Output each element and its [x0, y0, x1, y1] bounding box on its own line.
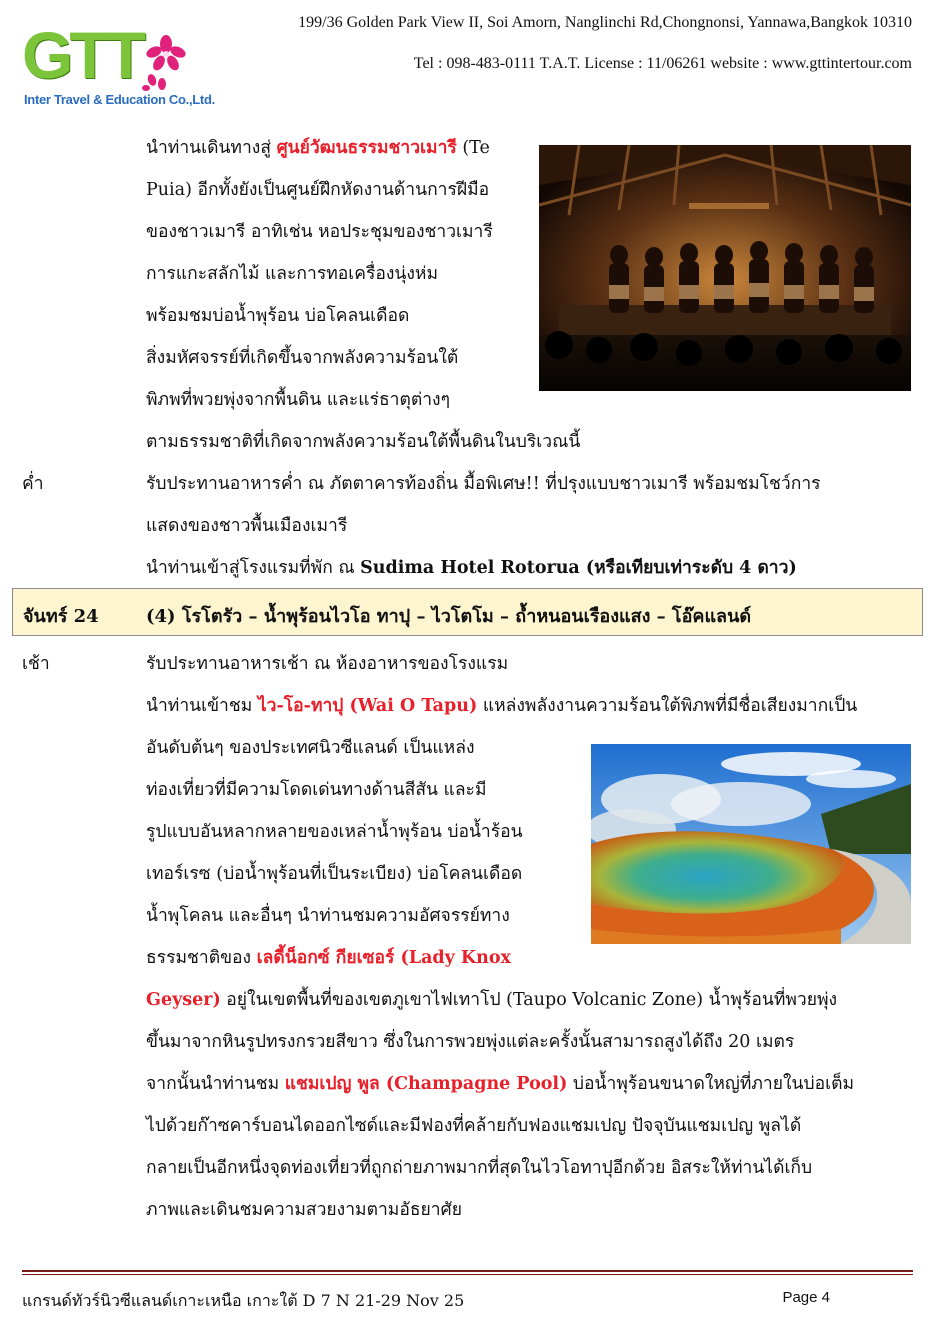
morning-line-14: ภาพและเดินชมความสวยงามตามอัธยาศัย — [146, 1200, 462, 1220]
morning-line-12: ไปด้วยก๊าซคาร์บอนไดออกไซด์และมีฟองที่คล้ายกับฟองแชมเปญ ปัจจุบันแชมเปญ พูลได้ — [146, 1116, 802, 1136]
logo-subtitle: Inter Travel & Education Co.,Ltd. — [24, 92, 215, 107]
morning-line-10: ขึ้นมาจากหินรูปทรงกรวยสีขาว ซึ่งในการพวยพุ่งแต่ละครั้งนั้นสามารถสูงได้ถึง 20 เมตร — [146, 1032, 795, 1052]
morning-line-5: รูปแบบอันหลากหลายของเหล่าน้ำพุร้อน บ่อน้ำร้อน — [146, 822, 523, 842]
day-title: (4) โรโตรัว – น้ำพุร้อนไวโอ ทาปุ – ไวโตโม – ถ้ำหนอนเรืองแสง – โอ๊คแลนด์ — [146, 606, 752, 627]
company-contact: Tel : 098-483-0111 T.A.T. License : 11/06261 website : www.gttintertour.com — [413, 55, 912, 72]
morning-label: เช้า — [22, 654, 50, 674]
hotel-line: นำท่านเข้าสู่โรงแรมที่พัก ณ Sudima Hotel Rotorua (หรือเทียบเท่าระดับ 4 ดาว) — [146, 558, 797, 578]
footer-tour-name: แกรนด์ทัวร์นิวซีแลนด์เกาะเหนือ เกาะใต้ D 7 N 21-29 Nov 25 — [22, 1291, 465, 1310]
dinner-label: ค่ำ — [22, 474, 44, 494]
te-puia-line-8: ตามธรรมชาติที่เกิดจากพลังความร้อนใต้พื้นดินในบริเวณนี้ — [146, 432, 581, 452]
morning-line-11: จากนั้นนำท่านชม แชมเปญ พูล (Champagne Pool) บ่อน้ำพุร้อนขนาดใหญ่ที่ภายในบ่อเต็ม — [146, 1074, 855, 1094]
footer-rule-thin — [22, 1274, 913, 1275]
morning-line-7: น้ำพุโคลน และอื่นๆ นำท่านชมความอัศจรรย์ทาง — [146, 906, 510, 926]
footer-rule — [22, 1270, 913, 1272]
page-number: Page 4 — [782, 1289, 830, 1306]
company-address: 199/36 Golden Park View II, Soi Amorn, Nanglinchi Rd,Chongnonsi, Yannawa,Bangkok 10310 — [298, 14, 912, 31]
day-header-bar — [12, 588, 923, 636]
morning-line-2: นำท่านเข้าชม ไว-โอ-ทาปุ (Wai O Tapu) แหล่งพลังงานความร้อนใต้พิภพที่มีชื่อเสียงมากเป็น — [146, 696, 858, 716]
morning-line-6: เทอร์เรซ (บ่อน้ำพุร้อนที่เป็นระเบียง) บ่อโคลนเดือด — [146, 864, 523, 884]
champagne-pool-photo — [591, 744, 911, 944]
morning-line-4: ท่องเที่ยวที่มีความโดดเด่นทางด้านสีสัน และมี — [146, 780, 487, 800]
company-logo — [22, 18, 215, 115]
te-puia-line-6: สิ่งมหัศจรรย์ที่เกิดขึ้นจากพลังความร้อนใต้ — [146, 348, 459, 368]
orchid-flower-icon — [140, 32, 192, 94]
champagne-pool-highlight: แชมเปญ พูล (Champagne Pool) — [284, 1074, 568, 1094]
te-puia-line-2: Puia) อีกทั้งยังเป็นศูนย์ฝึกหัดงานด้านการฝีมือ — [146, 180, 490, 200]
geyser-highlight: Geyser) — [146, 990, 221, 1010]
morning-line-3: อันดับต้นๆ ของประเทศนิวซีแลนด์ เป็นแหล่ง — [146, 738, 475, 758]
te-puia-line-7: พิภพที่พวยพุ่งจากพื้นดิน และแร่ธาตุต่างๆ — [146, 390, 450, 410]
morning-line-9: Geyser) อยู่ในเขตพื้นที่ของเขตภูเขาไฟเทาโป (Taupo Volcanic Zone) น้ำพุร้อนที่พวยพุ่ง — [146, 990, 838, 1010]
hotel-name: Sudima Hotel Rotorua (หรือเทียบเท่าระดับ 4 ดาว) — [360, 558, 797, 578]
dinner-line-2: แสดงของชาวพื้นเมืองเมารี — [146, 516, 348, 536]
te-puia-line-5: พร้อมชมบ่อน้ำพุร้อน บ่อโคลนเดือด — [146, 306, 410, 326]
morning-line-1: รับประทานอาหารเช้า ณ ห้องอาหารของโรงแรม — [146, 654, 509, 674]
te-puia-line-4: การแกะสลักไม้ และการทอเครื่องนุ่งห่ม — [146, 264, 438, 284]
maori-performance-photo — [539, 145, 911, 391]
lady-knox-highlight: เลดี้น็อกซ์ กียเซอร์ (Lady Knox — [256, 948, 511, 968]
dinner-line-1: รับประทานอาหารค่ำ ณ ภัตตาคารท้องถิ่น มื้อพิเศษ!! ที่ปรุงแบบชาวเมารี พร้อมชมโชว์การ — [146, 474, 821, 494]
te-puia-highlight: ศูนย์วัฒนธรรมชาวเมารี — [276, 138, 457, 158]
day-label: จันทร์ 24 — [23, 606, 99, 627]
morning-line-8: ธรรมชาติของ เลดี้น็อกซ์ กียเซอร์ (Lady Knox — [146, 948, 511, 968]
te-puia-line-1: นำท่านเดินทางสู่ ศูนย์วัฒนธรรมชาวเมารี (Te — [146, 138, 490, 158]
wai-o-tapu-highlight: ไว-โอ-ทาปุ (Wai O Tapu) — [257, 696, 478, 716]
logo-text: GTT — [22, 18, 142, 92]
te-puia-line-3: ของชาวเมารี อาทิเช่น หอประชุมของชาวเมารี — [146, 222, 493, 242]
morning-line-13: กลายเป็นอีกหนึ่งจุดท่องเที่ยวที่ถูกถ่ายภาพมากที่สุดในไวโอทาปุอีกด้วย อิสระให้ท่านได้เก็บ — [146, 1158, 813, 1178]
